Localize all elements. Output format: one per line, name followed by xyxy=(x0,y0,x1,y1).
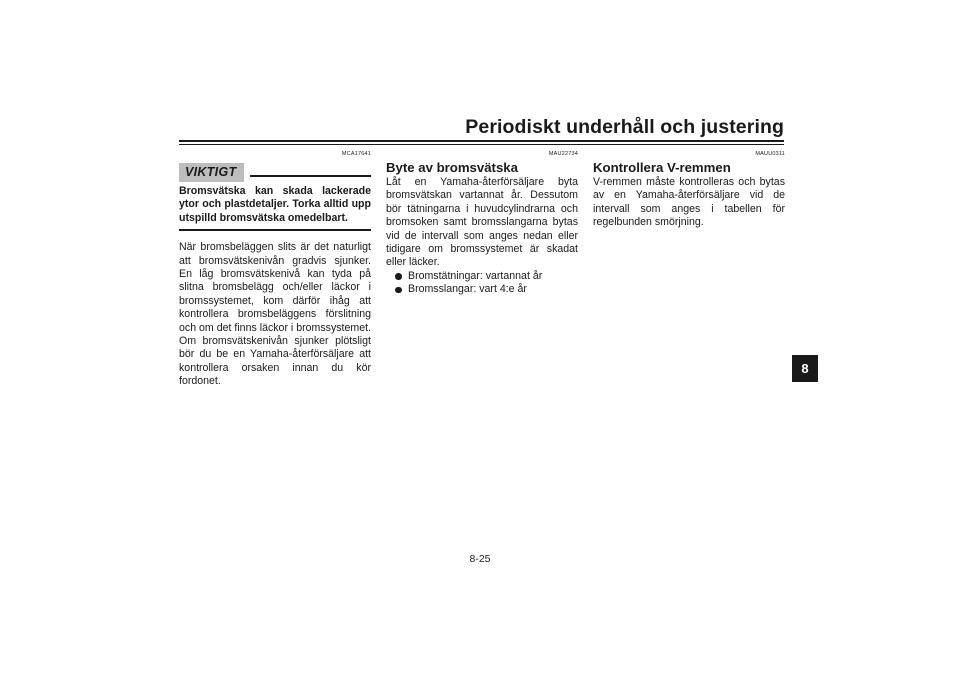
reference-code: MCA17641 xyxy=(341,151,371,157)
page-number: 8-25 xyxy=(469,553,491,565)
header-rule-thick xyxy=(179,140,784,142)
notice-text: Bromsvätska kan skada lackerade ytor och plastdetaljer. Torka alltid upp utspilld bromsvätska omedelbart. xyxy=(179,185,371,231)
bullet-icon xyxy=(395,273,402,280)
page-header-title: Periodiskt underhåll och justering xyxy=(465,116,784,138)
notice-rule xyxy=(250,175,371,177)
bullet-list xyxy=(386,270,578,297)
notice-label: VIKTIGT xyxy=(179,163,244,182)
section-body: Låt en Yamaha-återförsäljare byta bromsvätskan vartannat år. Dessutom bör tätningarna i huvudcylindrarna och bromsoken samt bromsslangarna bytas vid de intervall som anges nedan eller tidigare om bromssystemet är skadat eller läcker. xyxy=(386,176,578,269)
section-heading: Kontrollera V-remmen xyxy=(593,160,731,175)
reference-code: MAUU0311 xyxy=(755,151,785,157)
notice-header xyxy=(179,162,371,182)
list-item xyxy=(386,270,578,283)
reference-code: MAU22734 xyxy=(548,151,578,157)
column-v-belt xyxy=(593,150,785,230)
chapter-tab: 8 xyxy=(792,355,818,382)
column-notice xyxy=(179,150,371,389)
list-item-text: Bromsslangar: vart 4:e år xyxy=(408,283,527,296)
header-rule-thin xyxy=(179,144,784,145)
body-paragraph: När bromsbeläggen slits är det naturligt att bromsvätskenivån gradvis sjunker. En låg bromsvätskenivå kan tyda på slitna bromsbelägg och/eller läckor i bromssystemet, kom därför ihåg att kontrollera bromsbeläggens förslitning och om det finns läckor i bromssystemet. Om bromsvätskenivån sjunker plötsligt bör du be en Yamaha-återförsäljare att kontrollera orsaken innan du kör fordonet. xyxy=(179,241,371,388)
list-item-text: Bromstätningar: vartannat år xyxy=(408,269,543,282)
section-heading: Byte av bromsvätska xyxy=(386,160,518,175)
column-brake-fluid xyxy=(386,150,578,297)
bullet-icon xyxy=(395,287,402,294)
section-body: V-remmen måste kontrolleras och bytas av en Yamaha-återförsäljare vid de intervall som anges i tabellen för regelbunden smörjning. xyxy=(593,176,785,229)
list-item xyxy=(386,283,578,296)
